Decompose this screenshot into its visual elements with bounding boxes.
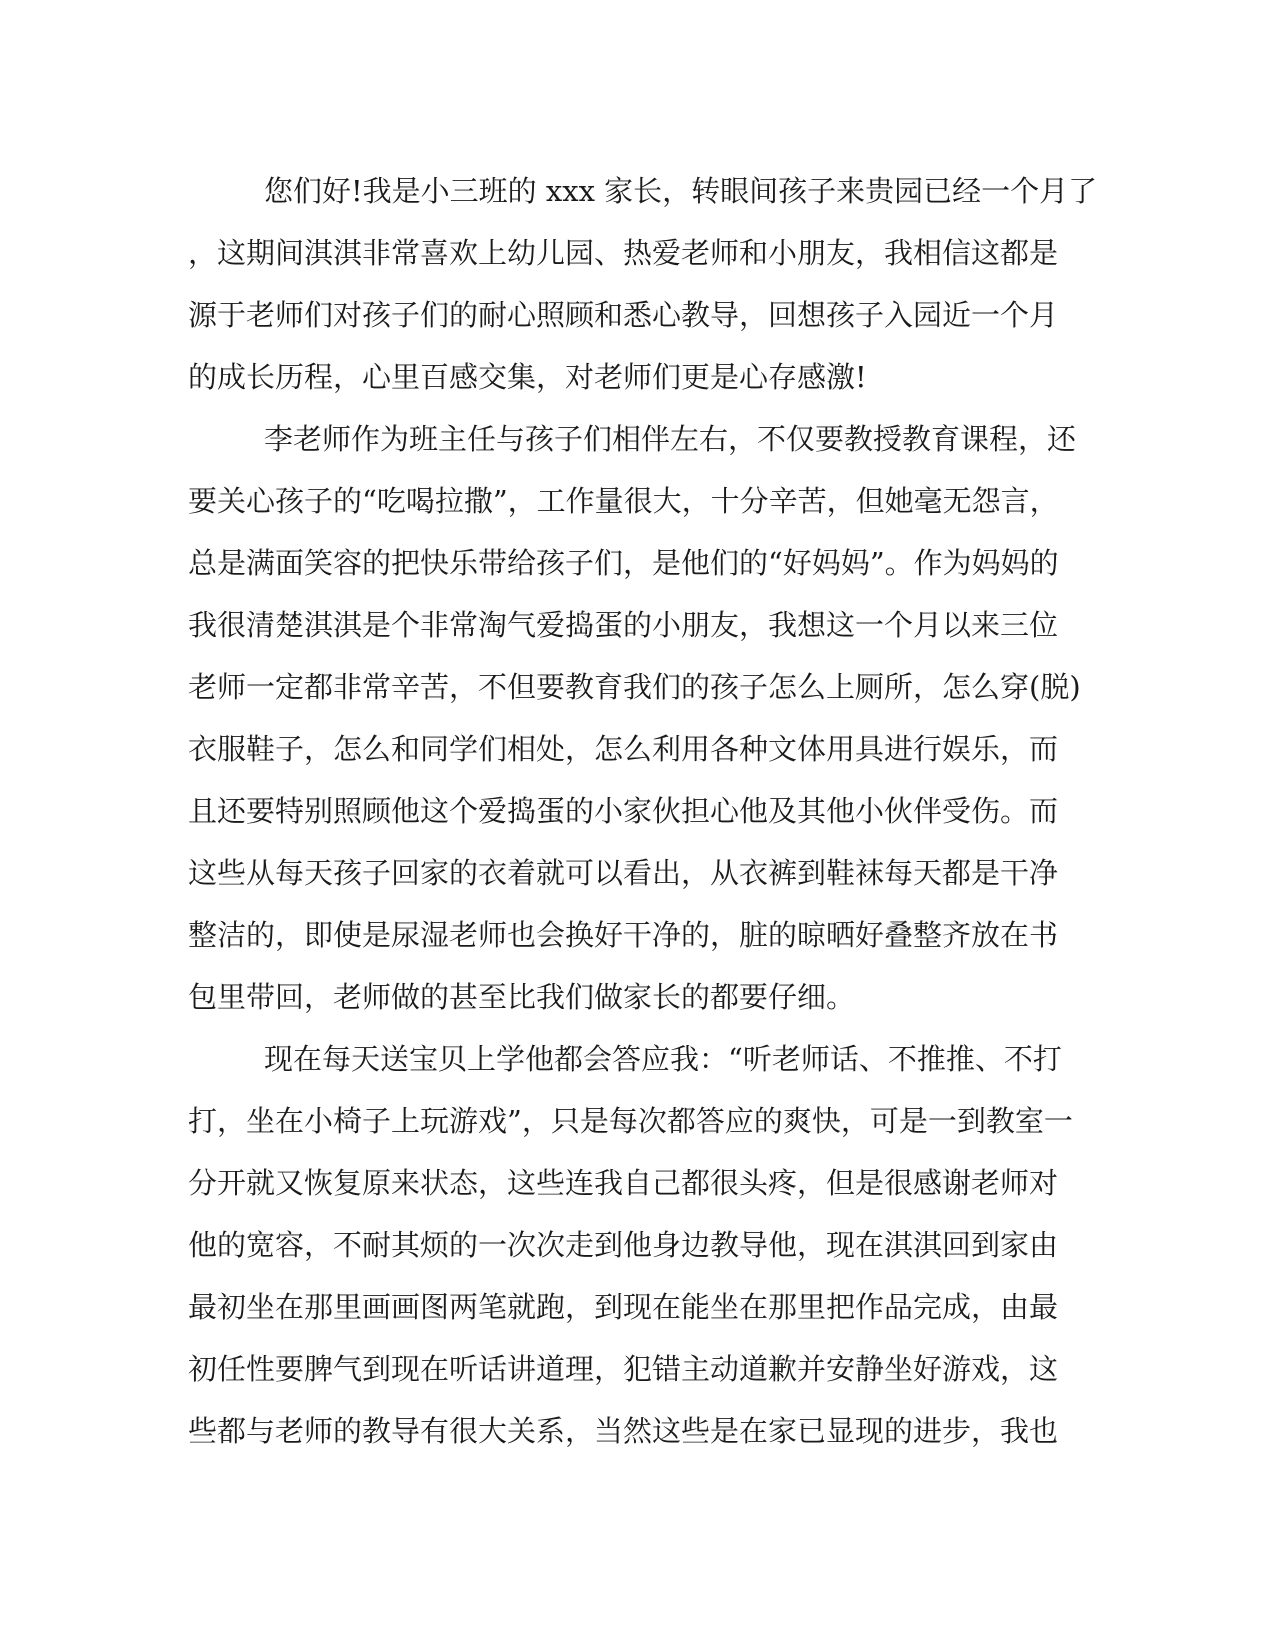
text-line: 李老师作为班主任与孩子们相伴左右，不仅要教授教育课程，还 xyxy=(264,422,1077,456)
text-line: 些都与老师的教导有很大关系，当然这些是在家已显现的进步，我也 xyxy=(188,1414,1059,1448)
text-line: 整洁的，即使是尿湿老师也会换好干净的，脏的晾晒好叠整齐放在书 xyxy=(188,918,1059,952)
text-line: 的成长历程，心里百感交集，对老师们更是心存感激! xyxy=(188,360,867,394)
text-line: 我很清楚淇淇是个非常淘气爱捣蛋的小朋友，我想这一个月以来三位 xyxy=(188,608,1059,642)
text-line: 您们好!我是小三班的 xxx 家长，转眼间孩子来贵园已经一个月了 xyxy=(264,174,1098,208)
text-line: 最初坐在那里画画图两笔就跑，到现在能坐在那里把作品完成，由最 xyxy=(188,1290,1059,1324)
text-line: 源于老师们对孩子们的耐心照顾和悉心教导，回想孩子入园近一个月 xyxy=(188,298,1059,332)
text-line: 分开就又恢复原来状态，这些连我自己都很头疼，但是很感谢老师对 xyxy=(188,1166,1059,1200)
paragraph-2 xyxy=(188,408,1081,1028)
text-line: 打，坐在小椅子上玩游戏”，只是每次都答应的爽快，可是一到教室一 xyxy=(188,1104,1073,1138)
text-line: 老师一定都非常辛苦，不但要教育我们的孩子怎么上厕所，怎么穿(脱) xyxy=(188,670,1081,704)
text-line: ，这期间淇淇非常喜欢上幼儿园、热爱老师和小朋友，我相信这都是 xyxy=(188,236,1059,270)
paragraph-1 xyxy=(188,160,1098,408)
text-line: 他的宽容，不耐其烦的一次次走到他身边教导他，现在淇淇回到家由 xyxy=(188,1228,1059,1262)
text-line: 现在每天送宝贝上学他都会答应我：“听老师话、不推推、不打 xyxy=(264,1042,1062,1076)
text-line: 衣服鞋子，怎么和同学们相处，怎么利用各种文体用具进行娱乐，而 xyxy=(188,732,1059,766)
text-line: 要关心孩子的“吃喝拉撒”，工作量很大，十分辛苦，但她毫无怨言， xyxy=(188,484,1059,518)
text-line: 这些从每天孩子回家的衣着就可以看出，从衣裤到鞋袜每天都是干净 xyxy=(188,856,1059,890)
text-line: 初任性要脾气到现在听话讲道理，犯错主动道歉并安静坐好游戏，这 xyxy=(188,1352,1059,1386)
text-line: 包里带回，老师做的甚至比我们做家长的都要仔细。 xyxy=(188,980,856,1014)
text-line: 总是满面笑容的把快乐带给孩子们，是他们的“好妈妈”。作为妈妈的 xyxy=(188,546,1059,580)
paragraph-3 xyxy=(188,1028,1073,1462)
letter-body xyxy=(188,160,1098,1462)
text-line: 且还要特别照顾他这个爱捣蛋的小家伙担心他及其他小伙伴受伤。而 xyxy=(188,794,1059,828)
